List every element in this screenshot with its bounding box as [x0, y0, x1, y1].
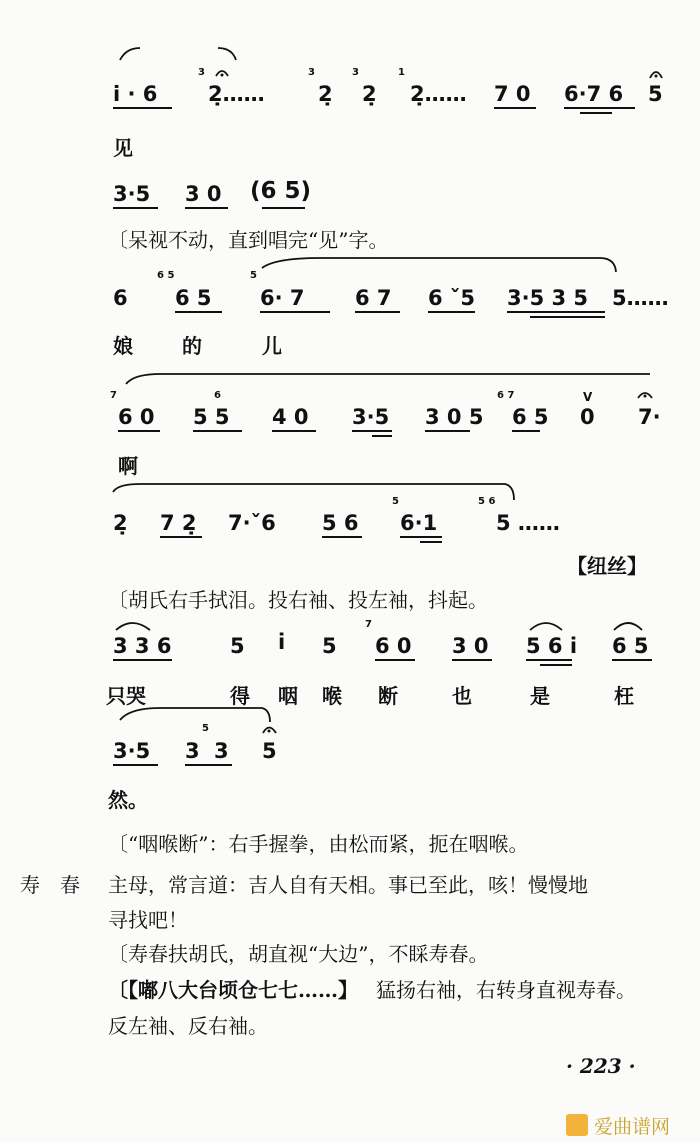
- fermata-dot-2: [655, 75, 658, 78]
- note-6-6: 3 0: [452, 634, 489, 658]
- lyric-3-3: 儿: [262, 334, 282, 358]
- note-6-1: 3 3 6: [113, 634, 172, 658]
- lyric-1: 见: [113, 136, 133, 160]
- slur-6c: [614, 623, 642, 630]
- fermata-4: [638, 393, 652, 398]
- note-7-3: 3: [214, 739, 229, 763]
- fermata-1: [216, 71, 228, 76]
- note-6-3: i: [278, 630, 286, 654]
- lyric-6-7: 是: [530, 684, 550, 708]
- note-1-1: i̇ · 6: [113, 82, 158, 106]
- note-2-3: (6 5): [250, 178, 312, 204]
- note-7-2: 3: [185, 739, 200, 763]
- note-5-2: 7 2̣: [160, 511, 197, 535]
- note-2-1: 3·5: [113, 182, 151, 206]
- slur-1a: [120, 48, 140, 60]
- grace-1-4: 1: [398, 67, 405, 78]
- grace-4-3: 6 7: [497, 390, 515, 401]
- grace-4-1: 7: [110, 390, 117, 401]
- lyric-6-4: 喉: [322, 684, 342, 708]
- note-4-7: 0: [580, 405, 595, 429]
- fermata-7: [263, 728, 276, 734]
- grace-7-1: 5: [202, 723, 209, 734]
- speaker-name: 寿 春: [20, 873, 80, 897]
- breath-mark-4: V: [583, 390, 593, 404]
- lyric-6-8: 枉: [614, 684, 634, 708]
- note-7-4: 5: [262, 739, 277, 763]
- note-3-2: 6 5: [175, 286, 212, 310]
- note-3-7: 5……: [612, 286, 669, 310]
- note-1-6: 7 0: [494, 82, 531, 106]
- grace-3-2: 5: [250, 270, 257, 281]
- lyric-6-1: 只哭: [106, 684, 146, 708]
- slur-1b: [218, 48, 236, 60]
- lyric-7-1: 然。: [108, 788, 148, 812]
- direction-1: 〔呆视不动，直到唱完“见”字。: [108, 228, 389, 252]
- lyric-6-6: 也: [452, 684, 472, 708]
- grace-1-2: 3: [308, 67, 315, 78]
- slur-5: [113, 484, 514, 500]
- grace-6-1: 7: [365, 619, 372, 630]
- slur-6b: [530, 623, 562, 630]
- percussion-tag-1: 【纽丝】: [567, 554, 647, 578]
- note-6-8: 6 5: [612, 634, 649, 658]
- note-4-1: 6 0: [118, 405, 155, 429]
- note-5-5: 6·1: [400, 511, 438, 535]
- note-2-2: 3 0: [185, 182, 222, 206]
- note-3-5: 6 ˇ5: [428, 286, 476, 310]
- slur-3: [262, 258, 616, 272]
- grace-1-3: 3: [352, 67, 359, 78]
- direction-4: 〔寿春扶胡氏，胡直视“大边”，不睬寿春。: [108, 942, 489, 966]
- direction-6: 反左袖、反右袖。: [108, 1014, 268, 1038]
- note-1-5: 2̣……: [410, 82, 467, 106]
- direction-5-action: 猛扬右袖，右转身直视寿春。: [376, 978, 636, 1002]
- direction-2: 〔胡氏右手拭泪。投右袖、投左袖，抖起。: [108, 588, 488, 612]
- slur-7: [120, 708, 270, 722]
- note-7-1: 3·5: [113, 739, 151, 763]
- note-1-4: 2̣: [362, 82, 377, 106]
- lyric-6-5: 断: [378, 684, 398, 708]
- note-4-2: 5 5: [193, 405, 230, 429]
- speech-line-2: 寻找吧！: [108, 908, 188, 932]
- note-5-4: 5 6: [322, 511, 359, 535]
- lyric-3-2: 的: [182, 334, 202, 358]
- lyric-4-1: 啊: [118, 454, 138, 478]
- note-4-8: 7·: [638, 405, 661, 429]
- grace-5-2: 5 6: [478, 496, 496, 507]
- note-5-1: 2̣: [113, 511, 128, 535]
- note-5-6: 5 ……: [496, 511, 560, 535]
- note-1-2: 2̣……: [208, 82, 265, 106]
- speech-line-1: 主母，常言道：吉人自有天相。事已至此，咳！慢慢地: [108, 873, 588, 897]
- watermark-text: 爱曲谱网: [594, 1116, 671, 1138]
- lyric-6-3: 咽: [278, 684, 298, 708]
- note-3-6: 3·5 3 5: [507, 286, 589, 310]
- note-4-5: 3 0 5: [425, 405, 484, 429]
- slur-6a: [116, 623, 150, 630]
- page-number: · 223 ·: [566, 1054, 636, 1078]
- note-6-2: 5: [230, 634, 245, 658]
- note-1-7: 6·7 6: [564, 82, 624, 106]
- direction-5-percussion: 〔【嘟八大台顷仓七七……】: [108, 978, 358, 1002]
- note-6-4: 5: [322, 634, 337, 658]
- note-4-6: 6 5: [512, 405, 549, 429]
- note-4-3: 4 0: [272, 405, 309, 429]
- fermata-dot-1: [221, 74, 224, 77]
- note-4-4: 3·5: [352, 405, 390, 429]
- lyric-3-1: 娘: [113, 334, 133, 358]
- note-3-4: 6 7: [355, 286, 392, 310]
- note-5-3: 7·ˇ6: [228, 511, 276, 535]
- grace-4-2: 6: [214, 390, 221, 401]
- note-6-7: 5 6 i: [526, 634, 578, 658]
- note-1-3: 2̣: [318, 82, 333, 106]
- slur-4: [126, 374, 650, 384]
- grace-5-1: 5: [392, 496, 399, 507]
- note-1-8: 5: [648, 82, 663, 106]
- fermata-2: [650, 72, 662, 78]
- note-3-3: 6· 7: [260, 286, 305, 310]
- fermata-dot-4: [644, 395, 647, 398]
- fermata-dot-7: [268, 730, 271, 733]
- grace-1-1: 3: [198, 67, 205, 78]
- note-6-5: 6 0: [375, 634, 412, 658]
- lyric-6-2: 得: [230, 684, 250, 708]
- note-3-1: 6: [113, 286, 128, 310]
- grace-3-1: 6 5: [157, 270, 175, 281]
- direction-3: 〔“咽喉断”：右手握拳，由松而紧，扼在咽喉。: [108, 832, 529, 856]
- watermark-logo-icon: [566, 1114, 588, 1136]
